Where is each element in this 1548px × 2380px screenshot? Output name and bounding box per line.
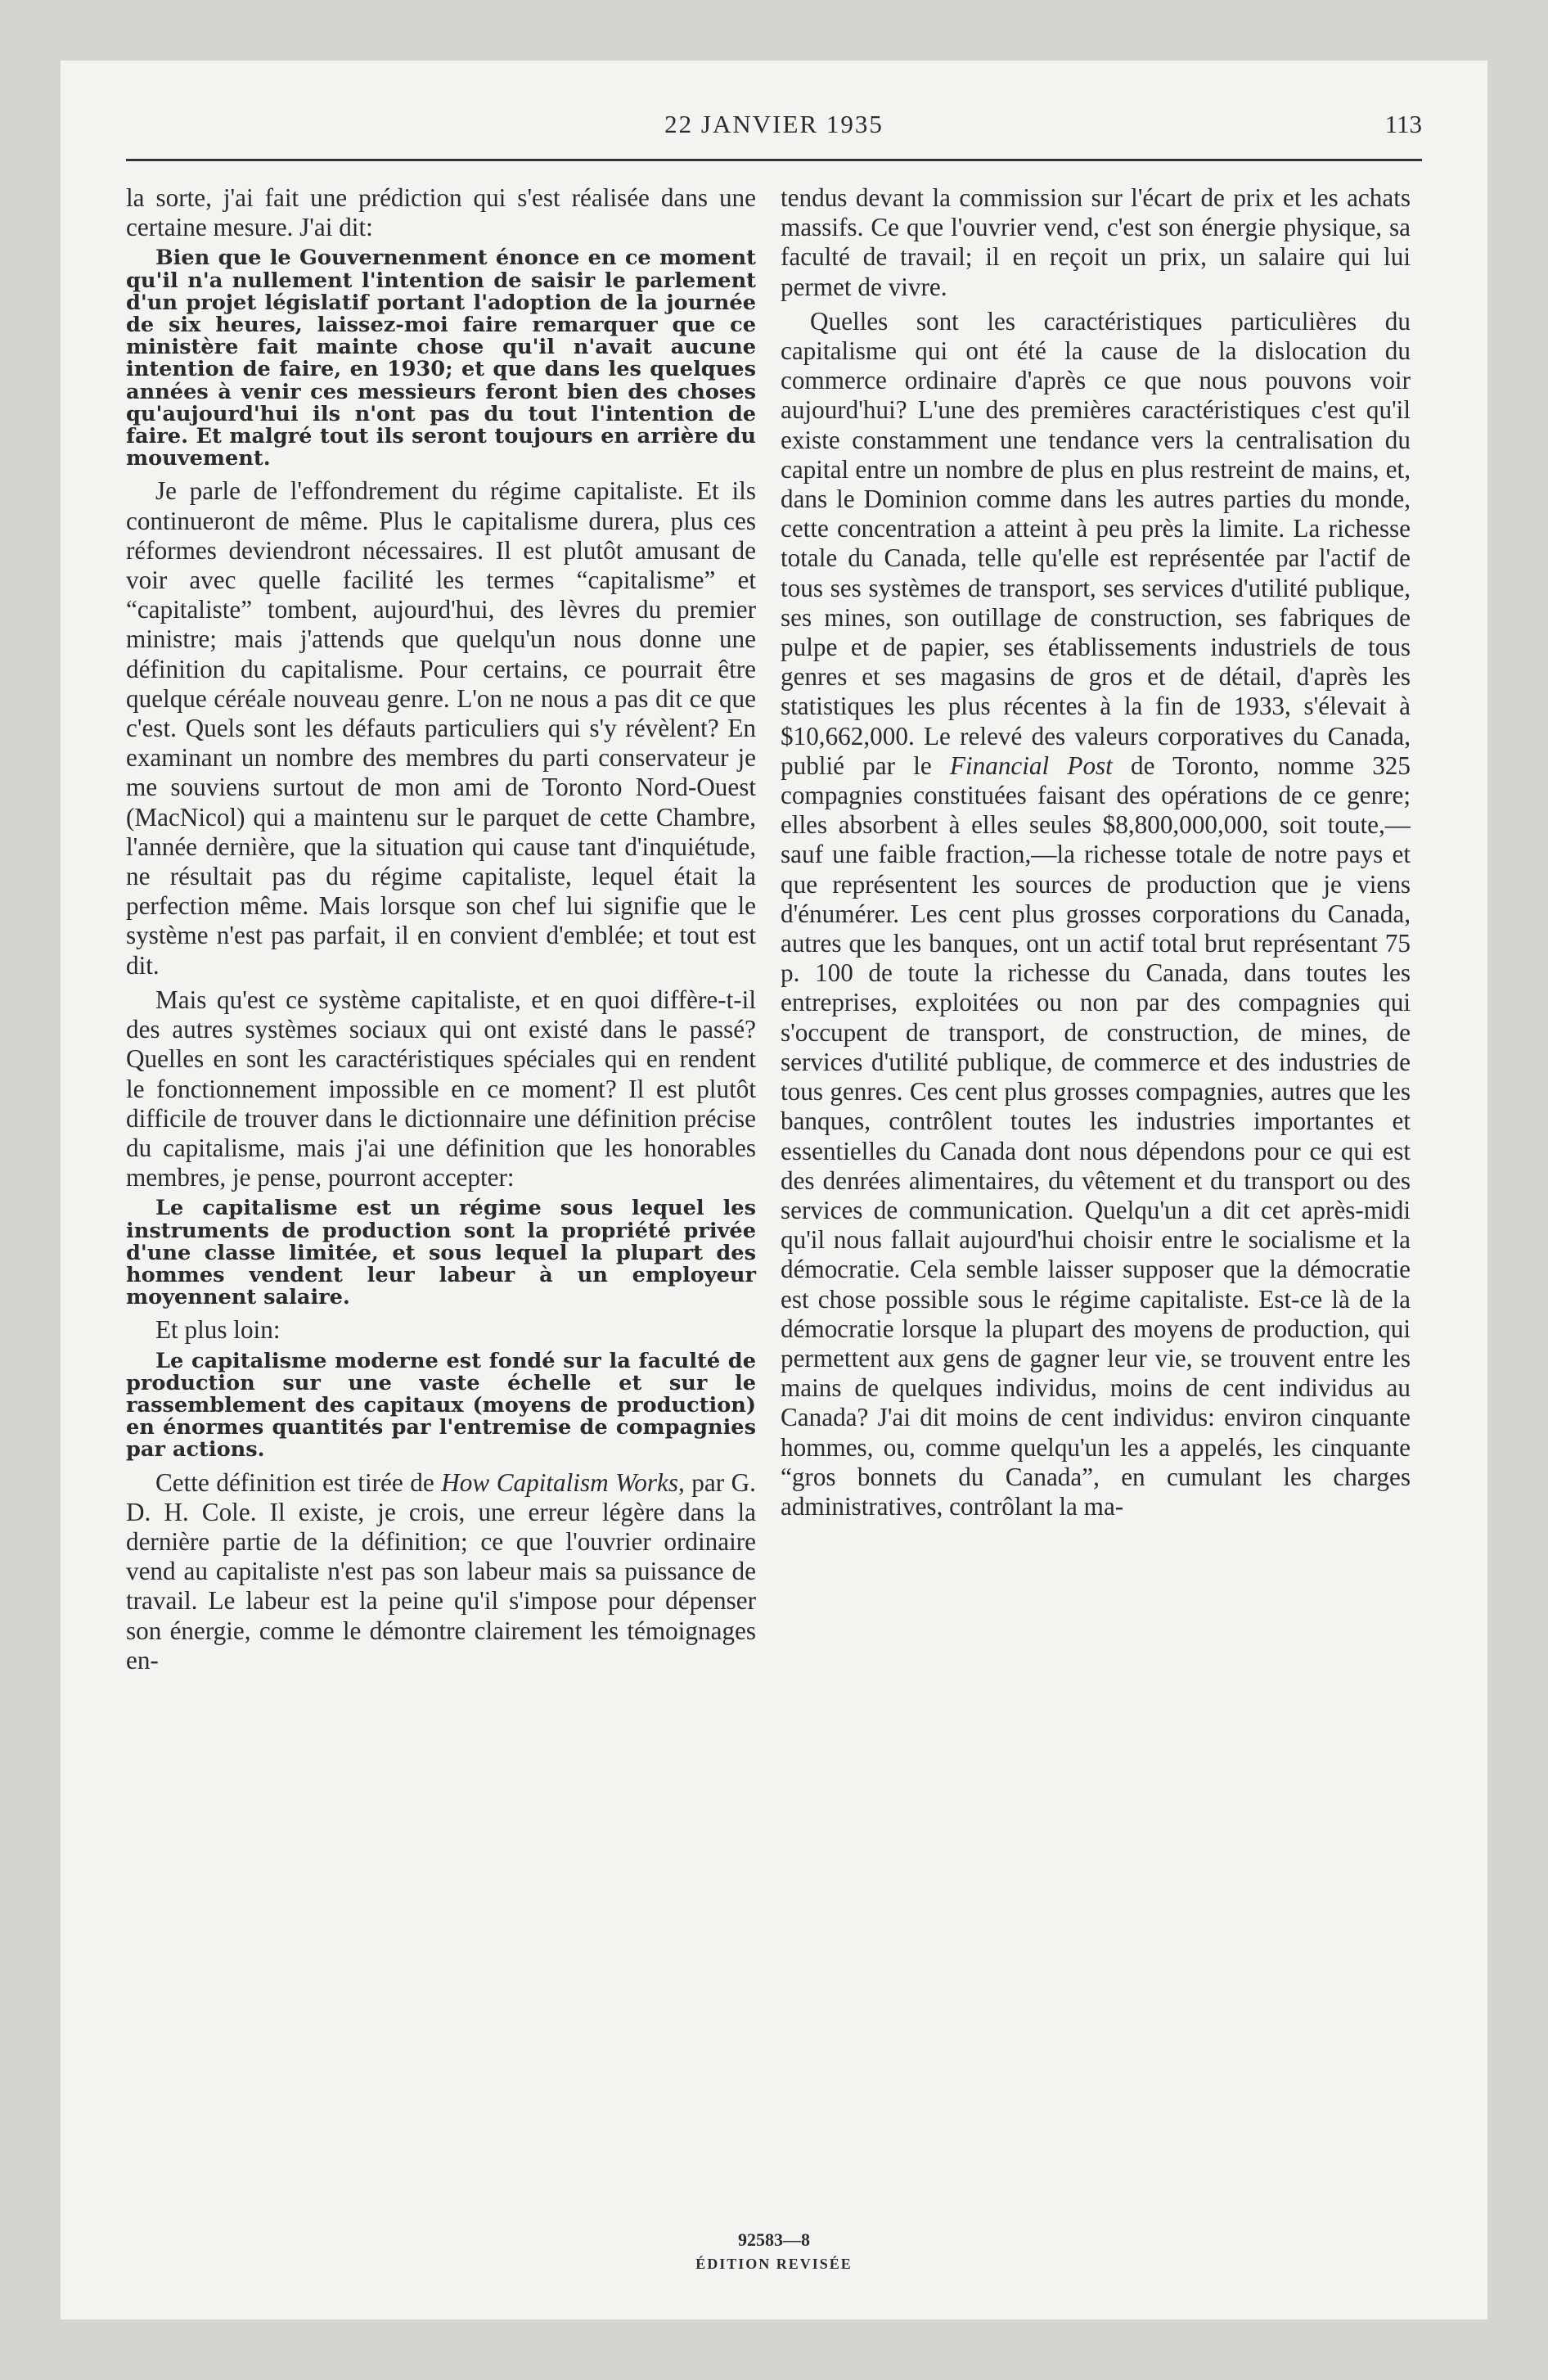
document-page bbox=[61, 61, 1487, 2319]
page-footer bbox=[61, 2229, 1487, 2273]
left-column bbox=[126, 183, 756, 1680]
text-run: Quelles sont les caractéristiques particulières du capitalisme qui ont été la cause de la dislocation du commerce ordinaire d'après ce que nous pouvons voir aujourd'hui? L'une des premières caractéristiques c'est qu'il existe constamment une tendance vers la centralisation du capital entre un nombre de plus en plus restreint de mains, et, dans le Dominion comme dans les autres parties du monde, cette concentration a atteint à peu près la limite. La richesse totale du Canada, telle qu'elle est représentée par l'actif de tous ses systèmes de transport, ses services d'utilité publique, ses mines, son outillage de construction, ses fabriques de pulpe et de papier, ses établissements industriels de tous genres et ses magasins de gros et de détail, d'après les statistiques les plus récentes à la fin de 1933, s'élevait à $10,662,000. Le relevé des valeurs corporatives du Canada, publié par le bbox=[781, 306, 1411, 780]
text-run: , par G. D. H. Cole. Il existe, je crois, une erreur légère dans la dernière partie de la définition; ce que l'ouvrier ordinaire vend au capitaliste n'est pas son labeur mais sa puissance de travail. Le labeur est la peine qu'il s'impose pour dépenser son énergie, comme le démontre clairement les témoignages en- bbox=[126, 1467, 756, 1675]
paragraph: Et plus loin: bbox=[155, 1315, 281, 1345]
right-column bbox=[781, 183, 1411, 1526]
block-quote: Bien que le Gouvernenment énonce en ce moment qu'il n'a nullement l'intention de saisir le parlement d'un projet législatif portant l'adoption de la journée de six heures, laissez-moi faire remarquer que ce ministère fait mainte chose qu'il n'avait aucune intention de faire, en 1930; et que dans les quelques années à venir ces messieurs feront bien des choses qu'aujourd'hui ils n'ont pas du tout l'intention de faire. Et malgré tout ils seront toujours en arrière du mouvement. bbox=[126, 246, 756, 471]
paragraph: Je parle de l'effondrement du régime capitaliste. Et ils continueront de même. Plus le capitalisme durera, plus ces réformes deviendront nécessaires. Il est plutôt amusant de voir avec quelle facilité les termes “capitalisme” et “capitaliste” tombent, aujourd'hui, des lèvres du premier ministre; mais j'attends que quelqu'un nous donne une définition du capitalisme. Pour certains, ce pourrait être quelque céréale nouveau genre. L'on ne nous a pas dit ce que c'est. Quels sont les défauts particuliers qui s'y révèlent? En examinant un nombre des membres du parti conservateur je me souviens surtout de mon ami de Toronto Nord-Ouest (MacNicol) qui a maintenu sur le parquet de cette Chambre, l'année dernière, que la situation qui cause tant d'inquiétude, ne résultait pas du régime capitaliste, lequel était la perfection même. Mais lorsque son chef lui signifie que le système n'est pas parfait, il en convient d'emblée; et tout est dit. bbox=[126, 476, 756, 980]
paragraph: la sorte, j'ai fait une prédiction qui s'est réalisée dans une certaine mesure. J'ai dit: bbox=[126, 183, 756, 242]
paragraph: tendus devant la commission sur l'écart de prix et les achats massifs. Ce que l'ouvrier vend, c'est son énergie physique, sa faculté de travail; il en reçoit un prix, un salaire qui lui permet de vivre. bbox=[781, 183, 1411, 301]
print-code: 92583—8 bbox=[738, 2229, 810, 2250]
text-run: Cette définition est tirée de bbox=[155, 1467, 442, 1497]
page-date: 22 JANVIER 1935 bbox=[664, 110, 884, 138]
book-title: How Capitalism Works bbox=[441, 1467, 678, 1497]
publication-title: Financial Post bbox=[949, 751, 1113, 780]
header-rule bbox=[126, 159, 1422, 161]
page-number: 113 bbox=[1384, 110, 1422, 138]
paragraph: Mais qu'est ce système capitaliste, et en quoi diffère-t-il des autres systèmes sociaux qui ont existé dans le passé? Quelles en sont les caractéristiques spéciales qui en rendent le fonctionnement impossible en ce moment? Il est plutôt difficile de trouver dans le dictionnaire une définition précise du capitalisme, mais j'ai une définition que les honorables membres, je pense, pourront accepter: bbox=[126, 985, 756, 1192]
text-run: de Toronto, nomme 325 compagnies constituées faisant des opérations de ce genre; elles absorbent à elles seules $8,800,000,000, soit toute,—sauf une faible fraction,—la richesse totale de notre pays et que représentent les sources de production que je viens d'énumérer. Les cent plus grosses corporations du Canada, autres que les banques, ont un actif total brut représentant 75 p. 100 de toute la richesse du Canada, dans toutes les entreprises, exploitées ou non par des compagnies qui s'occupent de transport, de construction, de mines, de services d'utilité publique, de commerce et des industries de tous genres. Ces cent plus grosses compagnies, autres que les banques, contrôlent toutes les industries importantes et essentielles du Canada dont nous dépendons pour ce qui est des denrées alimentaires, du vêtement et du transport ou des services de communication. Quelqu'un a dit cet après-midi qu'il nous fallait aujourd'hui choisir entre le socialisme et la démocratie. Cela semble laisser supposer que la démocratie est chose possible sous le régime capitaliste. Est-ce là de la démocratie lorsque la plupart des moyens de production, qui permettent aux gens de gagner leur vie, se trouvent entre les mains de quelques individus, moins de cent individus au Canada? J'ai dit moins de cent individus: environ cinquante hommes, ou, comme quelqu'un les a appelés, les cinquante “gros bonnets du Canada”, en cumulant les charges administratives, contrôlant la ma- bbox=[781, 751, 1411, 1521]
edition-label: ÉDITION REVISÉE bbox=[695, 2256, 853, 2272]
paragraph bbox=[781, 307, 1411, 1521]
paragraph bbox=[126, 1468, 756, 1675]
block-quote: Le capitalisme est un régime sous lequel les instruments de production sont la propriété privée d'une classe limitée, et sous lequel la plupart des hommes vendent leur labeur à un employeur moyennent salaire. bbox=[126, 1196, 756, 1310]
block-quote: Le capitalisme moderne est fondé sur la faculté de production sur une vaste échelle et sur le rassemblement des capitaux (moyens de production) en énormes quantités par l'entremise de compagnies par actions. bbox=[126, 1348, 756, 1463]
